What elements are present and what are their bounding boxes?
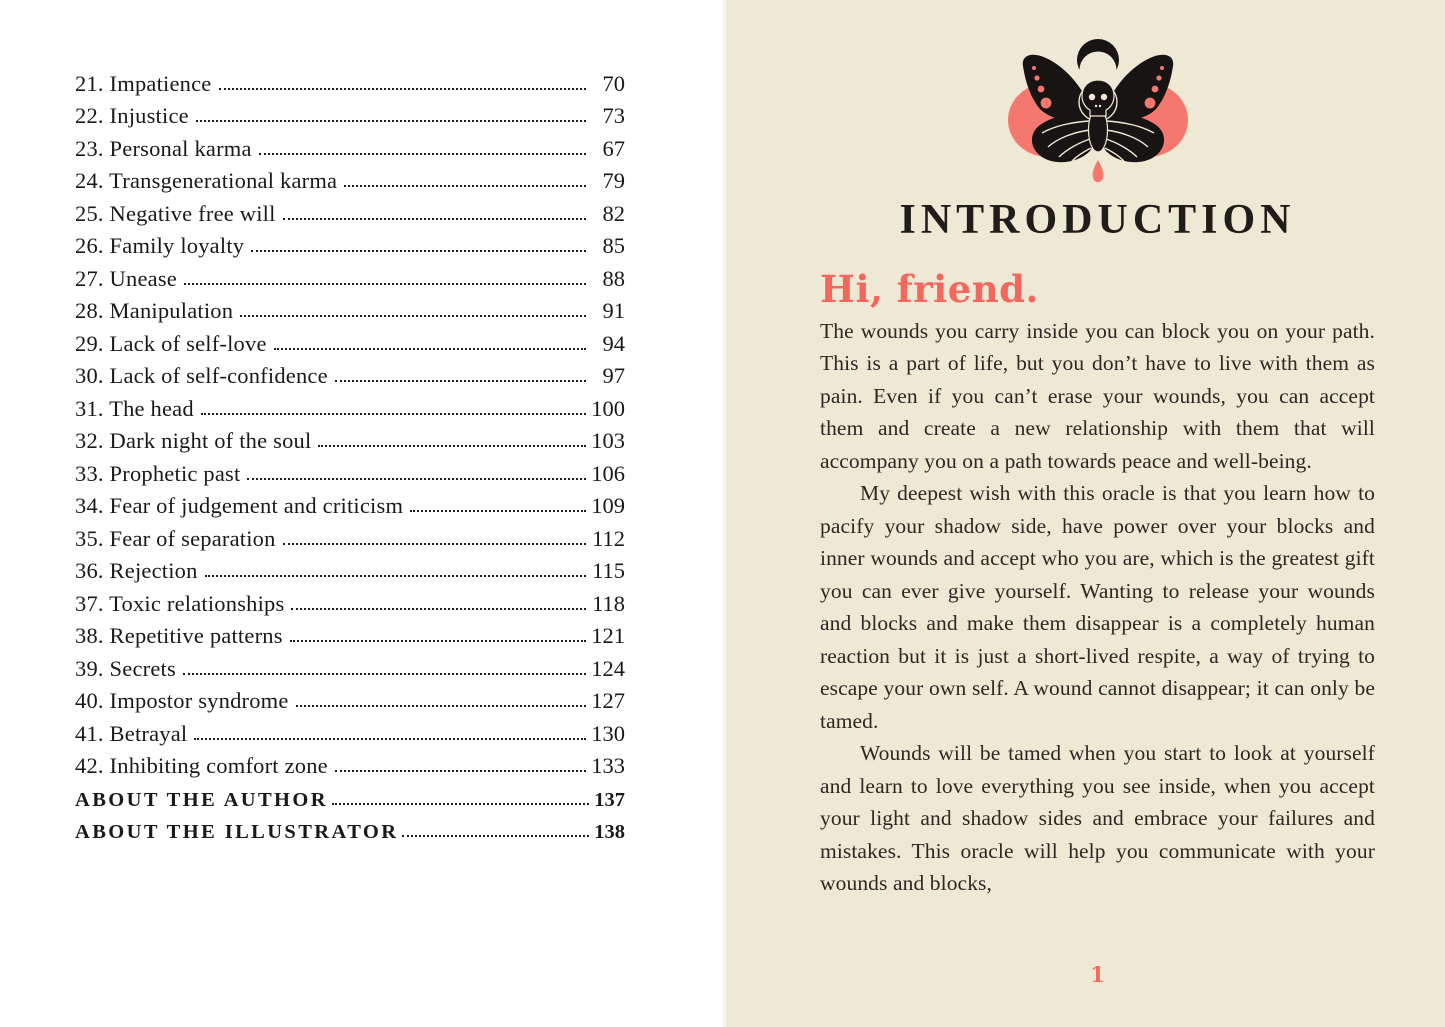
toc-entry-label: 35. Fear of separation bbox=[75, 525, 276, 551]
toc-about-entry bbox=[75, 779, 625, 812]
toc-entry-page: 70 bbox=[602, 70, 625, 96]
toc-entry-page: 124 bbox=[591, 655, 625, 681]
toc-entry bbox=[75, 454, 625, 487]
toc-entry-page: 112 bbox=[592, 525, 625, 551]
toc-entry-label: 32. Dark night of the soul bbox=[75, 428, 312, 453]
dot-leader bbox=[410, 510, 586, 512]
toc-entry bbox=[75, 357, 625, 390]
page-number: 1 bbox=[1090, 962, 1105, 987]
toc-entry-label: 24. Transgenerational karma bbox=[75, 168, 338, 193]
toc-entry-label: 23. Personal karma bbox=[75, 135, 252, 161]
intro-page bbox=[723, 0, 1445, 1027]
dot-leader bbox=[201, 413, 586, 415]
dot-leader bbox=[335, 770, 586, 772]
toc-about-entry bbox=[75, 812, 625, 845]
dot-leader bbox=[259, 153, 586, 155]
toc-entry-label: 22. Injustice bbox=[75, 103, 189, 128]
dot-leader bbox=[183, 673, 586, 675]
toc-entry-page: 91 bbox=[602, 298, 625, 323]
dot-leader bbox=[318, 445, 586, 447]
toc-entry-page: 106 bbox=[591, 460, 625, 486]
toc-entry bbox=[75, 714, 625, 747]
toc-entry-label: 36. Rejection bbox=[75, 558, 198, 583]
intro-paragraph-3: Wounds will be tamed when you start to look at yourself and learn to love everything you see inside, when you accept your light and shadow sides and embrace your failures and mistakes. This oracle will help you communicate with your wounds and blocks, bbox=[820, 741, 1375, 896]
toc-entry-page: 82 bbox=[602, 200, 625, 226]
toc-entry-page: 103 bbox=[591, 428, 625, 453]
dot-leader bbox=[290, 640, 586, 642]
dot-leader bbox=[335, 380, 586, 382]
dot-leader bbox=[251, 250, 586, 252]
dot-leader bbox=[194, 738, 586, 740]
dot-leader bbox=[205, 575, 586, 577]
dot-leader bbox=[196, 120, 586, 122]
intro-paragraph-1: The wounds you carry inside you can block you on your path. This is a part of life, but you don’t have to live with them as pain. Even if you can’t erase your wounds, you can accept them and create a new relationship with them that will accompany you on a path towards peace and well-being. bbox=[820, 318, 1375, 473]
toc-entry-label: ABOUT THE AUTHOR bbox=[75, 788, 328, 811]
toc-entry bbox=[75, 584, 625, 617]
intro-paragraph-2: My deepest wish with this oracle is that you learn how to pacify your shadow side, have power over your blocks and inner wounds and accept who you are, which is the greatest gift you can ever give yourself. Wanting to release your wounds and blocks and make them disappear is a completely human reaction but it is just a short-lived respite, a way of trying to escape your own self. A wound cannot disappear; it can only be tamed. bbox=[820, 481, 1375, 733]
dot-leader bbox=[219, 88, 587, 90]
toc-entry-label: 42. Inhibiting comfort zone bbox=[75, 753, 328, 778]
toc-entry-page: 137 bbox=[594, 788, 625, 811]
toc-entry-label: 28. Manipulation bbox=[75, 298, 234, 323]
greeting-heading: Hi, friend. bbox=[820, 267, 1039, 312]
toc-entry bbox=[75, 97, 625, 130]
toc-entry-label: 37. Toxic relationships bbox=[75, 590, 285, 616]
dot-leader bbox=[332, 803, 589, 805]
table-of-contents bbox=[75, 64, 625, 844]
toc-entry bbox=[75, 389, 625, 422]
toc-entry-label: 38. Repetitive patterns bbox=[75, 623, 283, 648]
toc-entry bbox=[75, 324, 625, 357]
toc-entry-page: 85 bbox=[602, 233, 625, 258]
toc-entry-page: 130 bbox=[591, 720, 625, 746]
toc-entry-label: 30. Lack of self-confidence bbox=[75, 363, 328, 388]
teardrop-icon bbox=[1092, 160, 1103, 182]
toc-entry-page: 100 bbox=[591, 395, 625, 421]
toc-entry-label: 40. Impostor syndrome bbox=[75, 688, 289, 713]
toc-entry-page: 118 bbox=[592, 590, 625, 616]
toc-entry-label: 25. Negative free will bbox=[75, 200, 276, 226]
toc-entry bbox=[75, 129, 625, 162]
toc-entry-page: 127 bbox=[591, 688, 625, 713]
toc-entry-label: 27. Unease bbox=[75, 265, 177, 291]
page-title: INTRODUCTION bbox=[899, 197, 1296, 243]
toc-entry-page: 97 bbox=[602, 363, 625, 388]
toc-entry-label: 29. Lack of self-love bbox=[75, 330, 267, 356]
toc-entry-page: 79 bbox=[602, 168, 625, 193]
dot-leader bbox=[274, 348, 586, 350]
toc-entry-page: 73 bbox=[602, 103, 625, 128]
dot-leader bbox=[291, 608, 586, 610]
toc-entry bbox=[75, 259, 625, 292]
toc-entry bbox=[75, 292, 625, 325]
toc-entry bbox=[75, 519, 625, 552]
toc-entry-label: 34. Fear of judgement and criticism bbox=[75, 493, 404, 518]
toc-entry bbox=[75, 747, 625, 780]
toc-entry bbox=[75, 64, 625, 97]
toc-entry bbox=[75, 682, 625, 715]
toc-entry-page: 115 bbox=[592, 558, 625, 583]
intro-body bbox=[820, 315, 1375, 900]
toc-entry-page: 67 bbox=[602, 135, 625, 161]
toc-entry bbox=[75, 162, 625, 195]
toc-entry-page: 133 bbox=[591, 753, 625, 778]
dot-leader bbox=[184, 283, 586, 285]
toc-entry-label: 33. Prophetic past bbox=[75, 460, 241, 486]
toc-entry-label: 39. Secrets bbox=[75, 655, 176, 681]
toc-entry bbox=[75, 227, 625, 260]
toc-entry-label: 31. The head bbox=[75, 395, 194, 421]
toc-entry-page: 109 bbox=[591, 493, 625, 518]
dot-leader bbox=[283, 543, 586, 545]
toc-entry bbox=[75, 552, 625, 585]
toc-entry-label: 41. Betrayal bbox=[75, 720, 188, 746]
toc-entry-label: 26. Family loyalty bbox=[75, 233, 245, 258]
moth-skull-crescent-icon bbox=[998, 20, 1198, 193]
toc-entry bbox=[75, 422, 625, 455]
dot-leader bbox=[283, 218, 586, 220]
toc-entry-page: 138 bbox=[594, 821, 625, 843]
toc-entry-label: 21. Impatience bbox=[75, 70, 212, 96]
toc-entry-label: ABOUT THE ILLUSTRATOR bbox=[75, 821, 399, 843]
toc-entry-page: 88 bbox=[602, 265, 625, 291]
toc-entry bbox=[75, 194, 625, 227]
toc-entry-page: 94 bbox=[602, 330, 625, 356]
dot-leader bbox=[240, 315, 586, 317]
dot-leader bbox=[296, 705, 586, 707]
intro-content bbox=[820, 0, 1375, 1027]
dot-leader bbox=[402, 835, 589, 837]
dot-leader bbox=[344, 185, 586, 187]
dot-leader bbox=[247, 478, 586, 480]
toc-entry bbox=[75, 649, 625, 682]
toc-entry-page: 121 bbox=[591, 623, 625, 648]
toc-entry bbox=[75, 487, 625, 520]
toc-entry bbox=[75, 617, 625, 650]
